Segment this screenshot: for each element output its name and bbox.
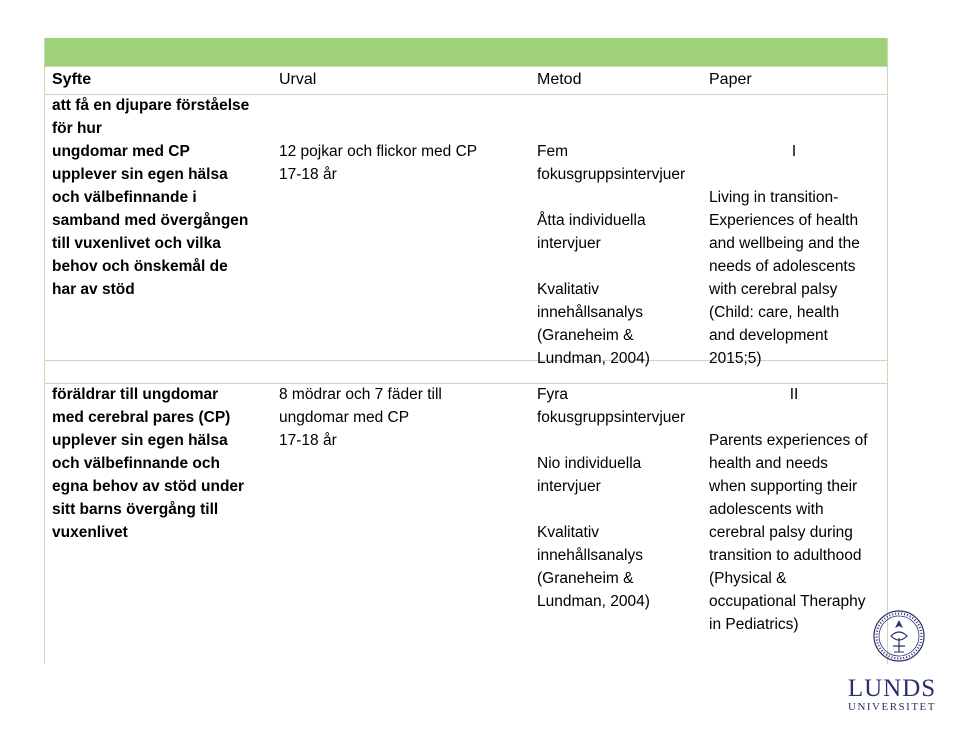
text-line: Nio individuella: [537, 455, 642, 472]
text-line: in Pediatrics): [709, 616, 799, 633]
text-line: behov och önskemål de: [52, 258, 228, 275]
text-line: occupational Theraphy: [709, 593, 866, 610]
paper-cell: [709, 94, 887, 370]
text-line: Experiences of health: [709, 212, 859, 229]
text-line: Kvalitativ: [537, 524, 600, 541]
text-line: 2015;5): [709, 350, 762, 367]
text-line: fokusgruppsintervjuer: [537, 409, 686, 426]
text-line: föräldrar till ungdomar: [52, 386, 219, 403]
text-line: (Graneheim &: [537, 327, 634, 344]
text-line: 17-18 år: [279, 432, 337, 449]
metod-cell: [537, 383, 703, 613]
text-line: intervjuer: [537, 235, 601, 252]
text-line: att få en djupare förståelse: [52, 97, 250, 114]
table-row: [45, 384, 887, 664]
text-line: och välbefinnande i: [52, 189, 197, 206]
paper-number: II: [789, 386, 799, 403]
text-line: adolescents with: [709, 501, 824, 518]
text-line: (Graneheim &: [537, 570, 634, 587]
paper-number: I: [791, 143, 797, 160]
text-line: ungdomar med CP: [52, 143, 190, 160]
header-syfte: Syfte: [52, 71, 92, 88]
text-line: cerebral palsy during: [709, 524, 853, 541]
paper-cell: [709, 383, 887, 636]
text-line: 8 mödrar och 7 fäder till: [279, 386, 442, 403]
text-line: och välbefinnande och: [52, 455, 220, 472]
university-seal-icon: [873, 602, 925, 670]
text-line: upplever sin egen hälsa: [52, 432, 228, 449]
text-line: 12 pojkar och flickor med CP: [279, 143, 478, 160]
text-line: and wellbeing and the: [709, 235, 860, 252]
text-line: Parents experiences of: [709, 432, 868, 449]
header-metod: Metod: [537, 71, 582, 88]
text-line: till vuxenlivet och vilka: [52, 235, 221, 252]
text-line: fokusgruppsintervjuer: [537, 166, 686, 183]
text-line: innehållsanalys: [537, 547, 643, 564]
text-line: Kvalitativ: [537, 281, 600, 298]
text-line: vuxenlivet: [52, 524, 128, 541]
header-band: [45, 38, 887, 67]
metod-cell: [537, 94, 703, 370]
text-line: transition to adulthood: [709, 547, 862, 564]
text-line: when supporting their: [709, 478, 858, 495]
text-line: 17-18 år: [279, 166, 337, 183]
text-line: upplever sin egen hälsa: [52, 166, 228, 183]
text-line: Living in transition-: [709, 189, 839, 206]
text-line: sitt barns övergång till: [52, 501, 219, 518]
text-line: har av stöd: [52, 281, 135, 298]
logo-wordmark: LUNDS: [847, 675, 937, 702]
header-urval: Urval: [279, 71, 317, 88]
text-line: (Physical &: [709, 570, 787, 587]
urval-cell: [279, 94, 529, 186]
text-line: Åtta individuella: [537, 212, 646, 229]
text-line: Fem: [537, 143, 568, 160]
text-line: med cerebral pares (CP): [52, 409, 231, 426]
urval-cell: [279, 383, 529, 452]
table-row: [45, 95, 887, 367]
study-table: [44, 38, 888, 664]
text-line: and development: [709, 327, 828, 344]
text-line: health and needs: [709, 455, 828, 472]
text-line: Fyra: [537, 386, 568, 403]
text-line: ungdomar med CP: [279, 409, 410, 426]
header-row: [45, 67, 887, 95]
syfte-cell: [52, 94, 272, 301]
logo-subtitle: UNIVERSITET: [848, 701, 936, 713]
text-line: (Child: care, health: [709, 304, 840, 321]
text-line: intervjuer: [537, 478, 601, 495]
text-line: Lundman, 2004): [537, 350, 650, 367]
text-line: needs of adolescents: [709, 258, 856, 275]
text-line: samband med övergången: [52, 212, 249, 229]
syfte-cell: [52, 383, 272, 544]
text-line: innehållsanalys: [537, 304, 643, 321]
text-line: egna behov av stöd under: [52, 478, 245, 495]
header-paper: Paper: [709, 71, 752, 88]
text-line: with cerebral palsy: [709, 281, 838, 298]
text-line: för hur: [52, 120, 102, 137]
university-logo: [846, 602, 938, 718]
text-line: Lundman, 2004): [537, 593, 650, 610]
